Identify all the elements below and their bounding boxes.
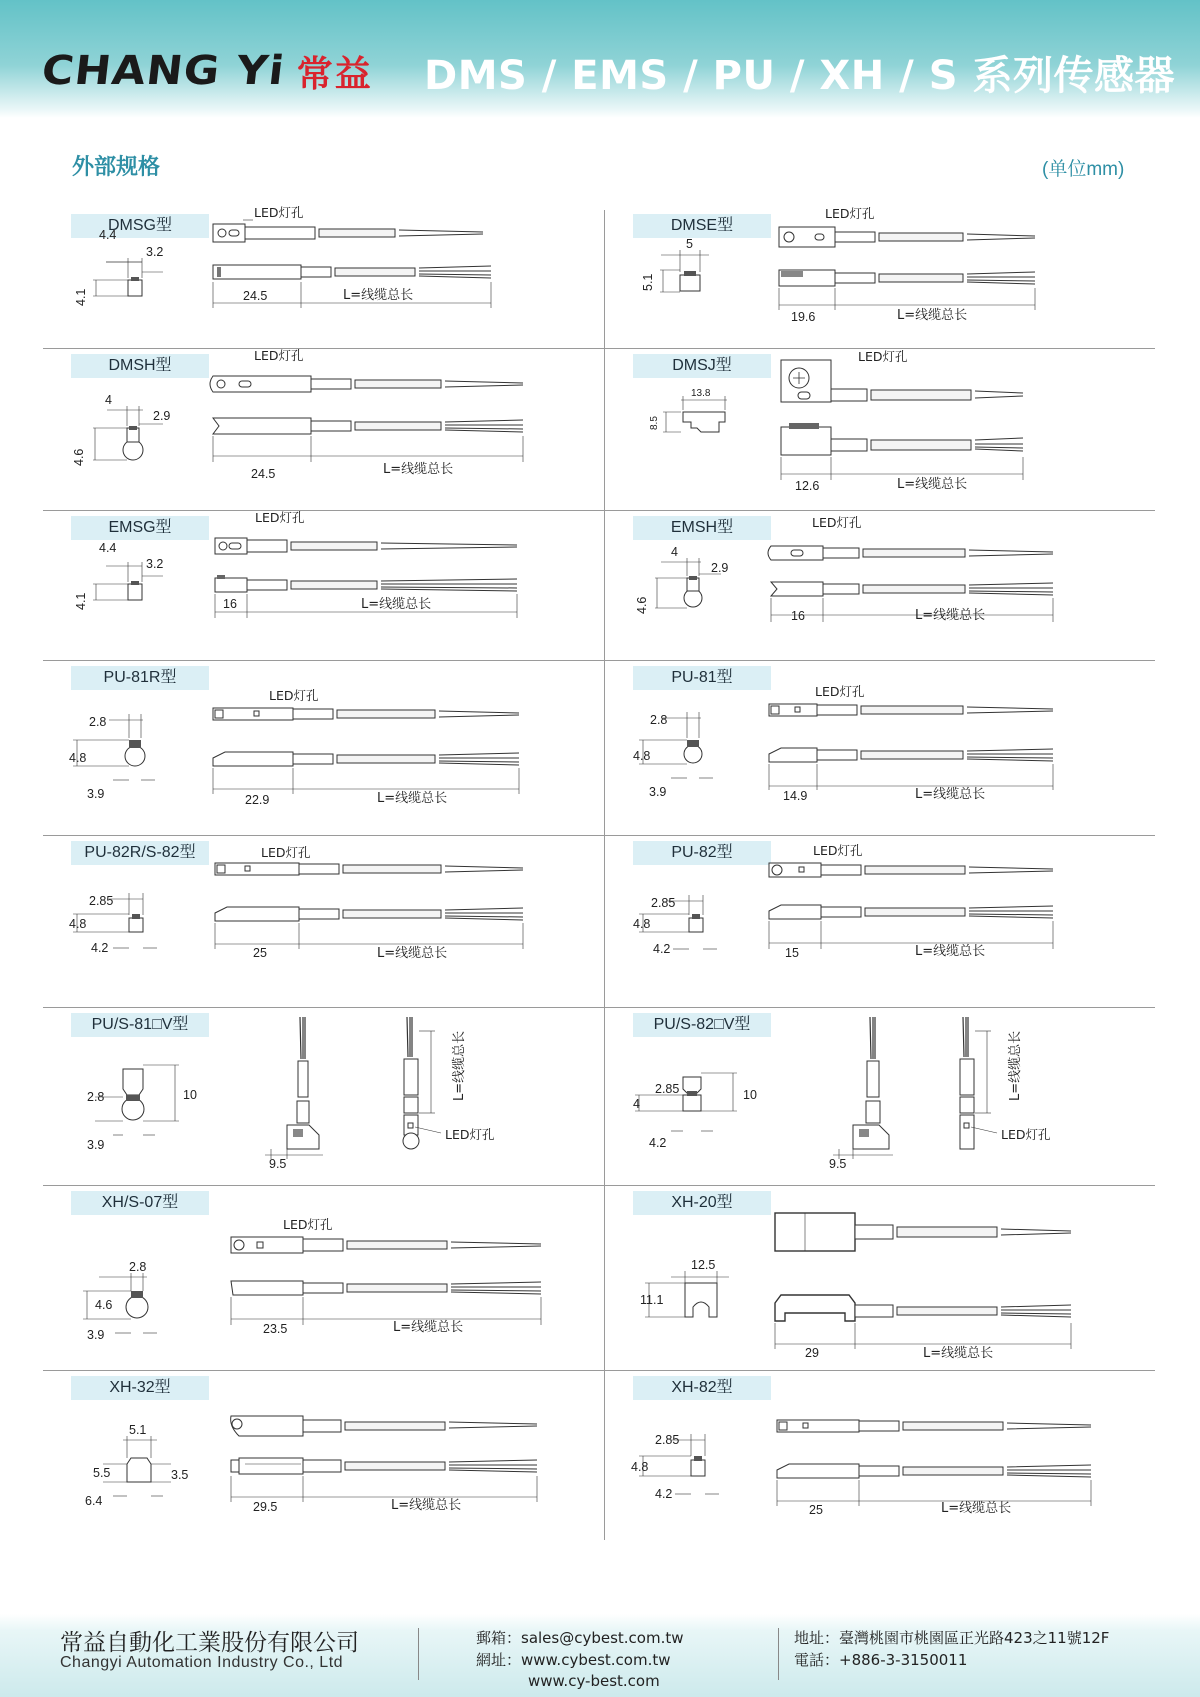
cable-length-label: L=线缆总长 xyxy=(897,308,968,323)
dim-top: 2.9 xyxy=(153,409,171,423)
cable-length-label: L=线缆总长 xyxy=(915,944,986,959)
led-hole-label: LED灯孔 xyxy=(445,1127,495,1142)
model-cell-pu82r xyxy=(43,837,603,1007)
model-cell-dmsj xyxy=(605,350,1155,510)
xhs07-labels xyxy=(43,1187,603,1370)
led-hole-label: LED灯孔 xyxy=(825,206,875,221)
dim-height: 4.8 xyxy=(69,917,87,931)
cable-length-label: L=线缆总长 xyxy=(391,1498,462,1513)
model-label: XH-82型 xyxy=(633,1376,771,1400)
dim-side: 3.5 xyxy=(171,1468,189,1482)
led-hole-label: LED灯孔 xyxy=(1001,1127,1051,1142)
xh82-labels xyxy=(605,1372,1155,1540)
dim-width: 2.8 xyxy=(89,715,107,729)
model-label: PU-81R型 xyxy=(71,666,209,690)
model-cell-dmsg xyxy=(43,205,603,348)
model-label: XH-20型 xyxy=(633,1191,771,1215)
dim-height: 4.6 xyxy=(72,448,86,466)
cable-length-label: L=线缆总长 xyxy=(383,462,454,477)
dim-width: 4.4 xyxy=(99,228,117,242)
model-label: XH-32型 xyxy=(71,1376,209,1400)
dim-width: 4.4 xyxy=(99,541,117,555)
dim-length: 9.5 xyxy=(829,1157,847,1171)
xh20-labels xyxy=(605,1187,1155,1370)
model-cell-pu82 xyxy=(605,837,1155,1007)
dim-height: 4.8 xyxy=(633,917,651,931)
pu82-labels xyxy=(605,837,1155,1007)
led-hole-label: LED灯孔 xyxy=(858,349,908,364)
row-divider xyxy=(43,1007,1155,1008)
cable-length-label: L=线缆总长 xyxy=(452,1030,467,1101)
dim-height: 11.1 xyxy=(640,1293,664,1307)
pu81r-labels xyxy=(43,662,603,835)
emsh-labels xyxy=(605,512,1155,660)
dim-base: 3.9 xyxy=(87,1138,105,1152)
led-hole-label: LED灯孔 xyxy=(254,348,304,363)
cable-length-label: L=线缆总长 xyxy=(377,946,448,961)
dim-height: 3.2 xyxy=(146,557,164,571)
dim-base: 4.2 xyxy=(91,941,109,955)
cable-length-label: L=线缆总长 xyxy=(343,288,414,303)
model-cell-xh32 xyxy=(43,1372,603,1540)
company-name-cn: 常益自動化工業股份有限公司 xyxy=(60,1630,359,1656)
website-text: 網址：www.cybest.com.tw xyxy=(476,1651,671,1669)
dim-width: 2.85 xyxy=(89,894,114,908)
dim-width: 5.1 xyxy=(129,1423,147,1437)
row-divider xyxy=(43,510,1155,511)
led-hole-label: LED灯孔 xyxy=(254,205,304,220)
dim-base: 3.9 xyxy=(87,1328,105,1342)
brand-chinese-name: 常益 xyxy=(296,53,373,95)
unit-note: (单位mm) xyxy=(1042,159,1125,180)
dim-length: 25 xyxy=(253,946,267,960)
dim-height: 10 xyxy=(183,1088,197,1102)
dim-height: 4.6 xyxy=(635,596,649,614)
dim-height: 4.6 xyxy=(95,1298,113,1312)
model-label: XH/S-07型 xyxy=(71,1191,209,1215)
dim-base: 4.2 xyxy=(649,1136,667,1150)
model-cell-pus82v xyxy=(605,1009,1155,1185)
dim-height: 4.8 xyxy=(633,749,651,763)
model-cell-xh20 xyxy=(605,1187,1155,1370)
address-text: 地址：臺灣桃園市桃園區正光路423之11號12F xyxy=(794,1629,1110,1647)
dim-length: 9.5 xyxy=(269,1157,287,1171)
dim-length: 15 xyxy=(785,946,799,960)
model-cell-xhs07 xyxy=(43,1187,603,1370)
model-label: PU-81型 xyxy=(633,666,771,690)
led-hole-label: LED灯孔 xyxy=(269,688,319,703)
brand-logo xyxy=(39,48,373,95)
row-divider xyxy=(43,1185,1155,1186)
dim-base: 4.2 xyxy=(655,1487,673,1501)
dim-width: 2.85 xyxy=(655,1433,680,1447)
dim-width: 4 xyxy=(671,545,678,559)
dim-height: 5.5 xyxy=(93,1466,111,1480)
dmsj-labels xyxy=(605,350,1155,510)
row-divider xyxy=(43,660,1155,661)
dim-length: 23.5 xyxy=(263,1322,288,1336)
spec-grid xyxy=(43,205,1155,1540)
dim-length: 16 xyxy=(791,609,805,623)
dim-length: 12.6 xyxy=(795,479,820,493)
cable-length-label: L=线缆总长 xyxy=(377,791,448,806)
dim-top: 2.9 xyxy=(711,561,729,575)
led-hole-label: LED灯孔 xyxy=(283,1217,333,1232)
section-title: 外部规格 xyxy=(72,155,161,180)
series-title: DMS / EMS / PU / XH / S 系列传感器 xyxy=(424,53,1175,99)
dim-depth: 4.1 xyxy=(74,288,88,306)
cable-length-label: L=线缆总长 xyxy=(361,597,432,612)
pus81v-labels xyxy=(43,1009,603,1185)
footer-divider xyxy=(418,1628,419,1680)
dim-length: 19.6 xyxy=(791,310,816,324)
model-cell-pus81v xyxy=(43,1009,603,1185)
model-label: DMSE型 xyxy=(633,214,771,238)
model-label: DMSG型 xyxy=(71,214,209,238)
website-alt-text: www.cy-best.com xyxy=(528,1672,660,1690)
dim-length: 29 xyxy=(805,1346,819,1360)
cable-length-label: L=线缆总长 xyxy=(1008,1030,1023,1101)
cable-length-label: L=线缆总长 xyxy=(393,1320,464,1335)
model-cell-pu81 xyxy=(605,662,1155,835)
model-cell-emsh xyxy=(605,512,1155,660)
led-hole-label: LED灯孔 xyxy=(812,515,862,530)
dim-length: 24.5 xyxy=(251,467,276,481)
footer-divider xyxy=(778,1628,779,1680)
dim-length: 22.9 xyxy=(245,793,270,807)
model-label: DMSH型 xyxy=(71,354,209,378)
led-hole-label: LED灯孔 xyxy=(813,843,863,858)
cable-length-label: L=线缆总长 xyxy=(897,477,968,492)
model-cell-emsg xyxy=(43,512,603,660)
dim-width: 4 xyxy=(105,393,112,407)
dim-width: 2.85 xyxy=(651,896,676,910)
dim-height: 5.1 xyxy=(641,273,655,291)
dim-width: 2.85 xyxy=(655,1082,680,1096)
dim-top: 4 xyxy=(633,1097,640,1111)
dim-width: 12.5 xyxy=(691,1258,716,1272)
brand-logo-text: CHANG Yi xyxy=(39,48,288,94)
dim-height: 3.2 xyxy=(146,245,164,259)
dim-length: 24.5 xyxy=(243,289,268,303)
model-label: PU/S-82□V型 xyxy=(633,1013,771,1037)
company-name-en: Changyi Automation Industry Co., Ltd xyxy=(60,1654,344,1671)
email-text: 郵箱：sales@cybest.com.tw xyxy=(476,1629,684,1647)
led-hole-label: LED灯孔 xyxy=(815,684,865,699)
pu82r-labels xyxy=(43,837,603,1007)
led-hole-label: LED灯孔 xyxy=(255,510,305,525)
model-label: PU/S-81□V型 xyxy=(71,1013,209,1037)
emsg-labels xyxy=(43,512,603,660)
pus82v-labels xyxy=(605,1009,1155,1185)
dim-width: 5 xyxy=(686,237,693,251)
dim-width: 13.8 xyxy=(691,388,711,399)
dim-length: 25 xyxy=(809,1503,823,1517)
dim-height: 10 xyxy=(743,1088,757,1102)
cable-length-label: L=线缆总长 xyxy=(915,608,986,623)
dim-length: 14.9 xyxy=(783,789,808,803)
pu81-labels xyxy=(605,662,1155,835)
dim-width: 2.8 xyxy=(650,713,668,727)
dim-height: 8.5 xyxy=(649,416,660,430)
cable-length-label: L=线缆总长 xyxy=(923,1346,994,1361)
dim-length: 16 xyxy=(223,597,237,611)
dim-width: 2.8 xyxy=(129,1260,147,1274)
row-divider xyxy=(43,835,1155,836)
model-cell-xh82 xyxy=(605,1372,1155,1540)
model-cell-dmsh xyxy=(43,350,603,510)
dmsh-labels xyxy=(43,350,603,510)
row-divider xyxy=(43,1370,1155,1371)
dmse-labels xyxy=(605,206,1155,348)
dim-depth: 4.1 xyxy=(74,592,88,610)
model-label: EMSH型 xyxy=(633,516,771,540)
phone-text: 電話：+886-3-3150011 xyxy=(794,1651,968,1669)
dim-base: 3.9 xyxy=(649,785,667,799)
model-label: DMSJ型 xyxy=(633,354,771,378)
led-hole-label: LED灯孔 xyxy=(261,845,311,860)
dim-base: 3.9 xyxy=(87,787,105,801)
row-divider xyxy=(43,348,1155,349)
dim-height: 4.8 xyxy=(631,1460,649,1474)
dmsg-labels xyxy=(43,205,603,348)
model-label: PU-82R/S-82型 xyxy=(71,841,209,865)
model-cell-pu81r xyxy=(43,662,603,835)
dim-base: 6.4 xyxy=(85,1494,103,1508)
dim-length: 29.5 xyxy=(253,1500,278,1514)
cable-length-label: L=线缆总长 xyxy=(941,1501,1012,1516)
model-label: EMSG型 xyxy=(71,516,209,540)
cable-length-label: L=线缆总长 xyxy=(915,787,986,802)
dim-base: 4.2 xyxy=(653,942,671,956)
model-cell-dmse xyxy=(605,206,1155,348)
model-label: PU-82型 xyxy=(633,841,771,865)
dim-height: 4.8 xyxy=(69,751,87,765)
xh32-labels xyxy=(43,1372,603,1540)
dim-width: 2.8 xyxy=(87,1090,105,1104)
